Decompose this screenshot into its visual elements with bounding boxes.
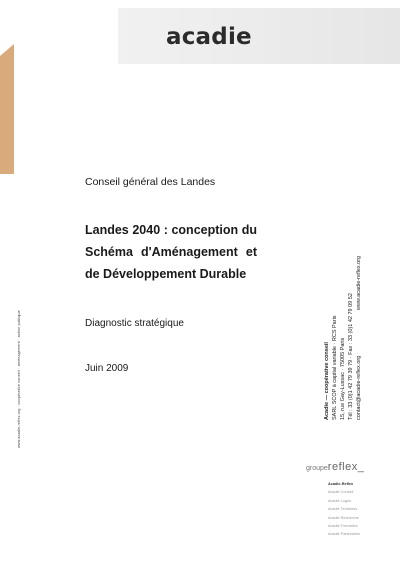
- contact-line-6: www.acadie-reflex.org: [356, 255, 362, 310]
- document-subtitle: Diagnostic stratégique: [85, 318, 184, 329]
- logo-band: [118, 8, 400, 64]
- contact-line-2: SARL SCOP à capital variable · RCS Paris: [332, 315, 338, 420]
- side-note: www.acadie-reflex.org · coopérative conseil · aménagement · action publique: [17, 310, 21, 448]
- group-member: Acadie Recherche: [328, 515, 360, 520]
- contact-line-5: contact@acadie-reflex.org: [356, 355, 362, 420]
- contact-line-3: 15, rue Gay-Lussac · 75005 Paris: [340, 337, 346, 420]
- contact-line-1: Acadie — coopérative conseil: [324, 342, 330, 420]
- document-title: Landes 2040 : conception du Schéma d'Aménagement et de Développement Durable: [85, 223, 257, 281]
- group-member: Acadie Formation: [328, 524, 358, 529]
- group-members: [328, 480, 360, 539]
- commissioner-name: Conseil général des Landes: [85, 176, 216, 188]
- groupe-name: reflex_: [327, 461, 365, 473]
- groupe-reflex-logo: [306, 461, 364, 473]
- contact-line-4: Tél : 33 (0)1 42 79 39 79 · Fax : 33 (0)1 42 79 09 52: [348, 293, 354, 420]
- group-member: Acadie Territoires: [328, 507, 358, 512]
- tan-accent-bar: [0, 44, 14, 174]
- group-member: Acadie Conseil: [328, 490, 354, 495]
- group-member: Acadie Logos: [328, 498, 352, 503]
- group-member: Acadie-Reflex: [328, 482, 354, 486]
- group-member: Acadie Partenaires: [328, 532, 361, 537]
- document-date: Juin 2009: [85, 363, 129, 374]
- acadie-logo: acadie: [166, 24, 252, 50]
- groupe-prefix: groupe: [306, 465, 328, 472]
